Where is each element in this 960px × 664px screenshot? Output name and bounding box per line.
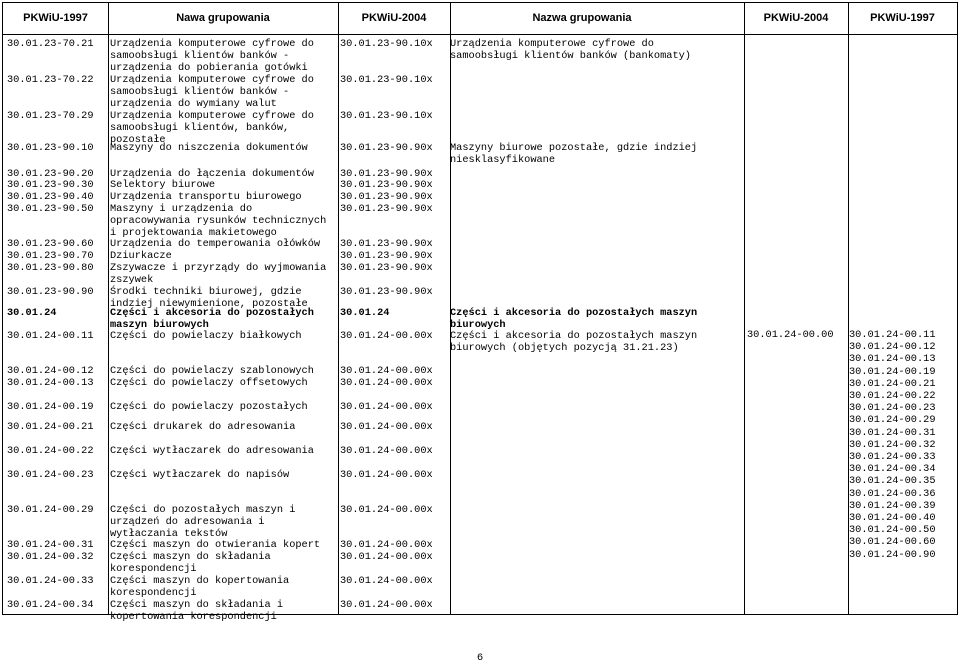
code-2004: 30.01.24-00.00x xyxy=(340,504,433,516)
header-group-name-2004: Nazwa grupowania xyxy=(532,12,632,24)
group-name-2004: Części i akcesoria do pozostałych maszyn biurowych (objętych pozycją 31.21.23) xyxy=(450,330,704,354)
pkwiu-1997-code: 30.01.24-00.31 xyxy=(849,426,936,439)
pkwiu-1997-code: 30.01.24-00.19 xyxy=(849,365,936,378)
group-name: Urządzenia komputerowe cyfrowe do samoobsługi klientów banków - urządzenia do pobierania gotówki xyxy=(110,38,321,74)
code-2004: 30.01.24-00.00x xyxy=(340,330,433,342)
code-2004: 30.01.24-00.00x xyxy=(340,539,433,551)
code-1997: 30.01.24-00.34 xyxy=(7,599,94,611)
group-name: Części maszyn do otwierania kopert xyxy=(110,539,321,551)
code-2004: 30.01.24-00.00x xyxy=(340,469,433,481)
header-pkwiu-2004-b: PKWiU-2004 xyxy=(763,12,829,24)
group-name: Części do powielaczy szablonowych xyxy=(110,365,314,377)
classification-table xyxy=(2,2,958,623)
group-name: Urządzenia do temperowania ołówków xyxy=(110,238,321,250)
code-1997: 30.01.23-90.10 xyxy=(7,142,94,154)
code-2004: 30.01.23-90.10x xyxy=(340,110,433,122)
group-name: Części maszyn do składania korespondencji xyxy=(110,551,277,575)
group-name: Urządzenia do łączenia dokumentów xyxy=(110,168,314,180)
pkwiu-1997-code: 30.01.24-00.60 xyxy=(849,536,936,549)
code-1997: 30.01.24-00.19 xyxy=(7,401,94,413)
code-1997: 30.01.23-70.22 xyxy=(7,74,94,86)
code-1997: 30.01.23-90.50 xyxy=(7,203,94,215)
group-name: Maszyny do niszczenia dokumentów xyxy=(110,142,308,154)
page-number: 6 xyxy=(476,652,484,664)
table-body xyxy=(3,35,957,623)
pkwiu-1997-code: 30.01.24-00.90 xyxy=(849,548,936,561)
pkwiu-1997-code: 30.01.24-00.12 xyxy=(849,341,936,354)
code-2004: 30.01.24-00.00x xyxy=(340,365,433,377)
pkwiu-1997-code: 30.01.24-00.35 xyxy=(849,475,936,488)
code-2004: 30.01.23-90.90x xyxy=(340,203,433,215)
pkwiu-2004-code: 30.01.24-00.00 xyxy=(747,329,834,341)
code-2004: 30.01.24-00.00x xyxy=(340,421,433,433)
group-name: Części i akcesoria do pozostałych maszyn biurowych xyxy=(110,307,321,331)
pkwiu-1997-code: 30.01.24-00.22 xyxy=(849,390,936,403)
table-header xyxy=(3,3,957,35)
pkwiu-1997-code: 30.01.24-00.40 xyxy=(849,512,936,525)
code-1997: 30.01.24-00.32 xyxy=(7,551,94,563)
group-name-2004: Maszyny biurowe pozostałe, gdzie indziej niesklasyfikowane xyxy=(450,142,704,166)
code-2004: 30.01.24-00.00x xyxy=(340,401,433,413)
code-2004: 30.01.23-90.90x xyxy=(340,168,433,180)
group-name: Zszywacze i przyrządy do wyjmowania zszywek xyxy=(110,262,333,286)
group-name: Maszyny i urządzenia do opracowywania rysunków technicznych i projektowania makietowego xyxy=(110,203,333,239)
header-pkwiu-2004: PKWiU-2004 xyxy=(361,12,427,24)
pkwiu-1997-code: 30.01.24-00.36 xyxy=(849,487,936,500)
pkwiu-1997-code: 30.01.24-00.23 xyxy=(849,402,936,415)
code-1997: 30.01.23-90.70 xyxy=(7,250,94,262)
code-2004: 30.01.23-90.90x xyxy=(340,191,433,203)
group-name: Urządzenia transportu biurowego xyxy=(110,191,302,203)
code-1997: 30.01.23-70.29 xyxy=(7,110,94,122)
code-2004: 30.01.23-90.10x xyxy=(340,38,433,50)
group-name: Części do pozostałych maszyn i urządzeń do adresowania i wytłaczania tekstów xyxy=(110,504,302,540)
pkwiu-1997-code: 30.01.24-00.39 xyxy=(849,499,936,512)
pkwiu-1997-code: 30.01.24-00.50 xyxy=(849,524,936,537)
code-1997: 30.01.23-70.21 xyxy=(7,38,94,50)
code-1997: 30.01.24-00.33 xyxy=(7,575,94,587)
pkwiu-1997-code: 30.01.24-00.29 xyxy=(849,414,936,427)
code-2004: 30.01.24-00.00x xyxy=(340,551,433,563)
pkwiu-1997-code: 30.01.24-00.21 xyxy=(849,377,936,390)
group-name: Selektory biurowe xyxy=(110,179,216,191)
group-name: Części do powielaczy białkowych xyxy=(110,330,302,342)
code-1997: 30.01.23-90.90 xyxy=(7,286,94,298)
group-name: Części wytłaczarek do adresowania xyxy=(110,445,314,457)
code-2004: 30.01.24-00.00x xyxy=(340,377,433,389)
pkwiu-1997-code-list xyxy=(849,329,955,561)
group-name: Części do powielaczy pozostałych xyxy=(110,401,308,413)
group-name: Dziurkacze xyxy=(110,250,172,262)
code-1997: 30.01.24-00.23 xyxy=(7,469,94,481)
group-name: Środki techniki biurowej, gdzie indziej niewymienione, pozostałe xyxy=(110,286,308,310)
code-1997: 30.01.24-00.22 xyxy=(7,445,94,457)
code-1997: 30.01.23-90.20 xyxy=(7,168,94,180)
pkwiu-1997-code: 30.01.24-00.34 xyxy=(849,463,936,476)
pkwiu-1997-code: 30.01.24-00.11 xyxy=(849,329,936,341)
pkwiu-1997-code: 30.01.24-00.33 xyxy=(849,451,936,464)
header-group-name: Nawa grupowania xyxy=(176,12,270,24)
code-2004: 30.01.24 xyxy=(340,307,390,319)
header-pkwiu-1997: PKWiU-1997 xyxy=(23,12,88,24)
group-name: Części maszyn do kopertowania korespondencji xyxy=(110,575,296,599)
group-name: Urządzenia komputerowe cyfrowe do samoobsługi klientów, banków, pozostałe xyxy=(110,110,321,146)
code-1997: 30.01.24-00.11 xyxy=(7,330,94,342)
pkwiu-1997-code: 30.01.24-00.32 xyxy=(849,438,936,451)
group-name: Części drukarek do adresowania xyxy=(110,421,296,433)
code-2004: 30.01.23-90.90x xyxy=(340,262,433,274)
code-2004: 30.01.23-90.10x xyxy=(340,74,433,86)
pkwiu-1997-code: 30.01.24-00.13 xyxy=(849,353,936,366)
code-2004: 30.01.23-90.90x xyxy=(340,250,433,262)
code-1997: 30.01.23-90.40 xyxy=(7,191,94,203)
header-pkwiu-1997-b: PKWiU-1997 xyxy=(870,12,935,24)
code-2004: 30.01.23-90.90x xyxy=(340,142,433,154)
code-1997: 30.01.24-00.29 xyxy=(7,504,94,516)
group-name-2004: Części i akcesoria do pozostałych maszyn biurowych xyxy=(450,307,704,331)
group-name: Części wytłaczarek do napisów xyxy=(110,469,290,481)
group-name: Części do powielaczy offsetowych xyxy=(110,377,308,389)
code-1997: 30.01.23-90.60 xyxy=(7,238,94,250)
code-2004: 30.01.24-00.00x xyxy=(340,575,433,587)
code-2004: 30.01.24-00.00x xyxy=(340,445,433,457)
code-1997: 30.01.23-90.80 xyxy=(7,262,94,274)
code-1997: 30.01.24-00.21 xyxy=(7,421,94,433)
code-2004: 30.01.23-90.90x xyxy=(340,179,433,191)
group-name: Części maszyn do składania i kopertowania korespondencji xyxy=(110,599,290,623)
code-2004: 30.01.23-90.90x xyxy=(340,238,433,250)
code-1997: 30.01.24-00.13 xyxy=(7,377,94,389)
code-2004: 30.01.24-00.00x xyxy=(340,599,433,611)
group-name: Urządzenia komputerowe cyfrowe do samoobsługi klientów banków - urządzenia do wymiany walut xyxy=(110,74,321,110)
group-name-2004: Urządzenia komputerowe cyfrowe do samoobsługi klientów banków (bankomaty) xyxy=(450,38,691,62)
code-1997: 30.01.24-00.31 xyxy=(7,539,94,551)
code-1997: 30.01.23-90.30 xyxy=(7,179,94,191)
code-1997: 30.01.24-00.12 xyxy=(7,365,94,377)
code-2004: 30.01.23-90.90x xyxy=(340,286,433,298)
code-1997: 30.01.24 xyxy=(7,307,57,319)
